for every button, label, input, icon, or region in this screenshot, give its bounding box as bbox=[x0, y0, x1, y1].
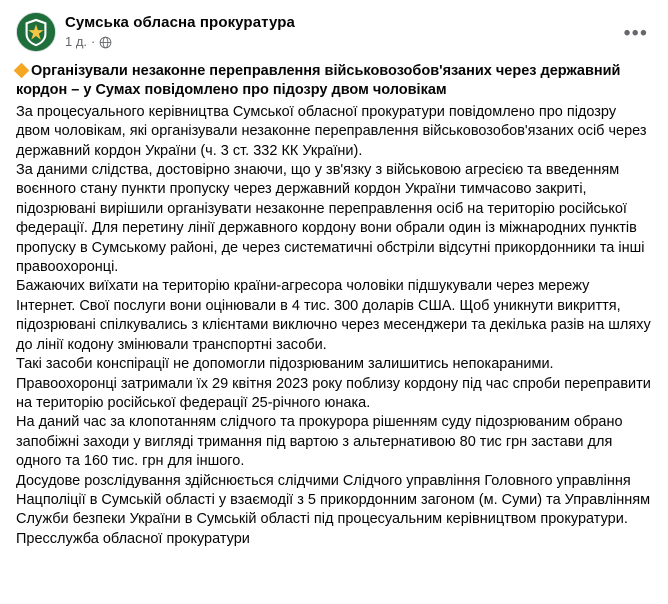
post-meta bbox=[65, 34, 295, 50]
post-paragraph: Бажаючих виїхати на територію країни-агресора чоловіки підшукували через мережу Інтернет. Свої послуги вони оцінювали в 4 тис. 300 доларів США. Щоб уникнути викриття, підозрювані спілкувались з клієнтами виключно через месенджери та декілька разів на шляху до лінії кодону змінювали транспортні засоби. bbox=[16, 278, 651, 353]
post-headline-text: Організували незаконне переправлення військовозобов'язаних через державний кордон – у Сумах повідомлено про підозру двом чоловікам bbox=[16, 63, 621, 99]
meta-separator: · bbox=[91, 34, 96, 49]
post-headline bbox=[16, 62, 652, 101]
post-timestamp[interactable]: 1 д. bbox=[65, 34, 88, 49]
orange-diamond-icon bbox=[14, 63, 30, 79]
post-paragraph: Досудове розслідування здійснюється слідчими Слідчого управління Головного управління Нацполіції в Сумській області у взаємодії з 5 прикордонним загоном (м. Суми) та Управлінням Служби безпеки України в Сумській області під процесуальним керівництвом прокуратури. bbox=[16, 472, 651, 528]
post-signature: Пресслужба обласної прокуратури bbox=[16, 530, 250, 547]
globe-icon bbox=[99, 36, 112, 49]
page-name[interactable]: Сумська обласна прокуратура bbox=[65, 14, 295, 31]
post-body bbox=[16, 58, 652, 549]
post-options-button[interactable]: ••• bbox=[623, 23, 649, 44]
post-paragraph: За даними слідства, достовірно знаючи, що у зв'язку з військовою агресією та введенням воєнного стану пункти пропуску через державний кордон України тимчасово закриті, підозрювані вирішили організувати незаконне переправлення осіб на територію російської федерації. Для перетину лінії державного кордону вони обрали один із міжнародних пунктів пропуску в Сумському районі, де через систематичні обстріли відсутні прикордонники та інші правоохоронці. bbox=[16, 162, 645, 276]
post-header-text bbox=[65, 12, 295, 50]
avatar[interactable] bbox=[16, 12, 56, 52]
post-paragraph: За процесуального керівництва Сумської обласної прокуратури повідомлено про підозру двом чоловікам, які організували незаконне переправлення військовозобов'язаних осіб через державний кордон України (ч. 3 ст. 332 КК України). bbox=[16, 103, 647, 159]
post-paragraph: Такі засоби конспірації не допомогли підозрюваним залишитись непокараними. Правоохоронці затримали їх 29 квітня 2023 року поблизу кордону під час спроби переправити на територію російської федерації 25-річного юнака. bbox=[16, 356, 651, 411]
post-paragraph: На даний час за клопотанням слідчого та прокурора рішенням суду підозрюваним обрано запобіжні заходи у вигляді тримання під вартою з альтернативою 80 тис грн застави для одного та 160 тис. грн для іншого. bbox=[16, 414, 623, 470]
post-header bbox=[16, 12, 652, 58]
